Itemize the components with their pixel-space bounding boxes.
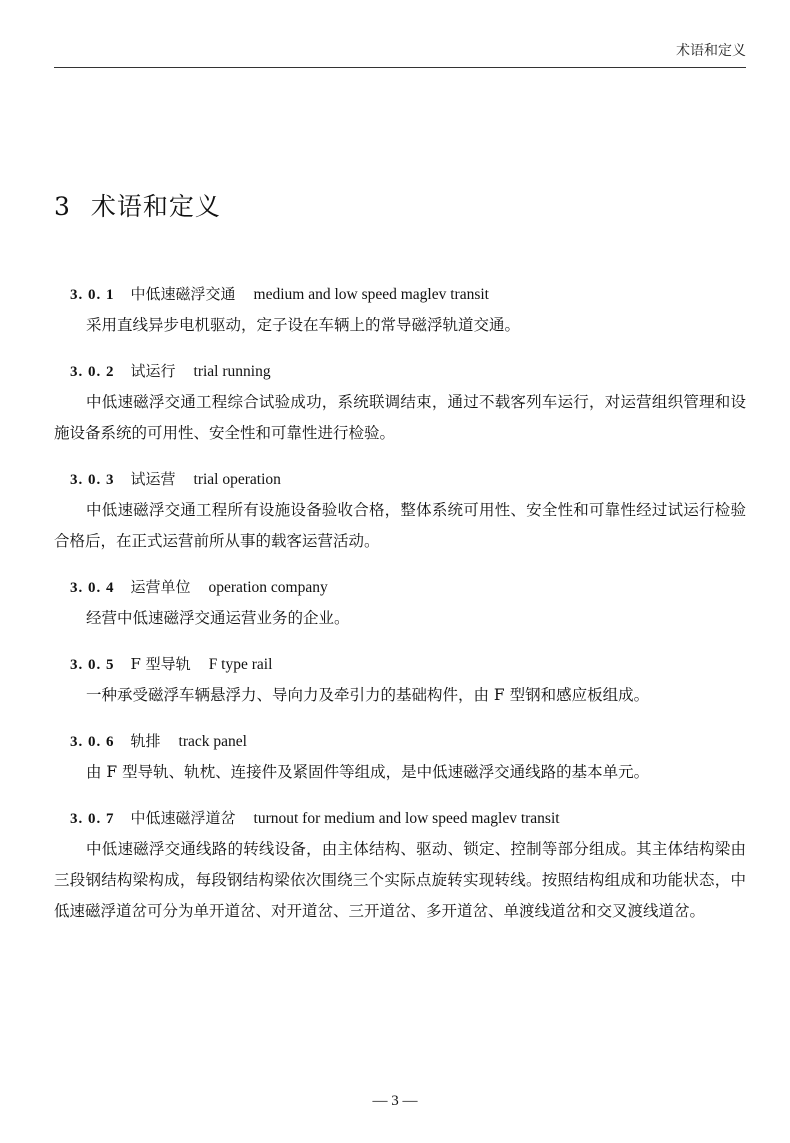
term-number: 3. 0. 5 [70,657,115,673]
term-definition: 中低速磁浮交通工程所有设施设备验收合格，整体系统可用性、安全性和可靠性经过试运行检验合格后，在正式运营前所从事的载客运营活动。 [54,501,746,550]
term-definition: 中低速磁浮交通工程综合试验成功，系统联调结束，通过不载客列车运行，对运营组织管理和设施设备系统的可用性、安全性和可靠性进行检验。 [54,393,746,442]
term-name-zh: 中低速磁浮道岔 [130,809,236,827]
term-definition: 由 F 型导轨、轨枕、连接件及紧固件等组成，是中低速磁浮交通线路的基本单元。 [86,763,650,781]
chapter-title-text: 术语和定义 [90,191,221,221]
chapter-number: 3 [54,191,71,221]
term-heading [54,653,746,676]
term-3-0-5 [54,653,746,711]
terms-list [54,283,746,946]
term-name-en: track panel [178,733,247,750]
term-number: 3. 0. 6 [70,734,115,750]
chapter-title [54,187,221,223]
term-name-en: operation company [208,579,328,596]
term-name-zh: 轨排 [130,732,161,750]
term-number: 3. 0. 3 [70,472,115,488]
term-heading [54,468,746,491]
term-heading [54,730,746,753]
term-name-zh: F 型导轨 [130,655,191,673]
term-number: 3. 0. 7 [70,811,115,827]
term-name-en: F type rail [208,656,273,673]
term-3-0-1 [54,283,746,341]
term-number: 3. 0. 2 [70,364,115,380]
term-definition: 采用直线异步电机驱动，定子设在车辆上的常导磁浮轨道交通。 [86,316,521,334]
term-3-0-6 [54,730,746,788]
term-name-zh: 试运营 [130,470,176,488]
term-definition: 一种承受磁浮车辆悬浮力、导向力及牵引力的基础构件，由 F 型钢和感应板组成。 [86,686,650,704]
term-name-zh: 中低速磁浮交通 [130,285,236,303]
term-3-0-7 [54,807,746,927]
term-heading [54,576,746,599]
term-definition: 中低速磁浮交通线路的转线设备，由主体结构、驱动、锁定、控制等部分组成。其主体结构梁由三段钢结构梁构成，每段钢结构梁依次围绕三个实际点旋转实现转线。按照结构组成和功能状态，中低速磁浮道岔可分为单开道岔、对开道岔、三开道岔、多开道岔、单渡线道岔和交叉渡线道岔。 [54,840,746,920]
term-heading [54,360,746,383]
term-name-en: trial operation [193,471,281,488]
page-number: — 3 — [372,1093,418,1109]
term-3-0-3 [54,468,746,557]
term-name-en: turnout for medium and low speed maglev transit [253,810,560,827]
term-heading [54,283,746,306]
term-name-en: trial running [193,363,271,380]
running-header: 术语和定义 [676,43,746,59]
term-name-zh: 试运行 [130,362,176,380]
term-3-0-4 [54,576,746,634]
term-heading [54,807,746,830]
term-definition: 经营中低速磁浮交通运营业务的企业。 [86,609,350,627]
term-number: 3. 0. 1 [70,287,115,303]
header-rule [54,67,746,68]
term-name-zh: 运营单位 [130,578,191,596]
term-name-en: medium and low speed maglev transit [253,286,489,303]
term-3-0-2 [54,360,746,449]
term-number: 3. 0. 4 [70,580,115,596]
